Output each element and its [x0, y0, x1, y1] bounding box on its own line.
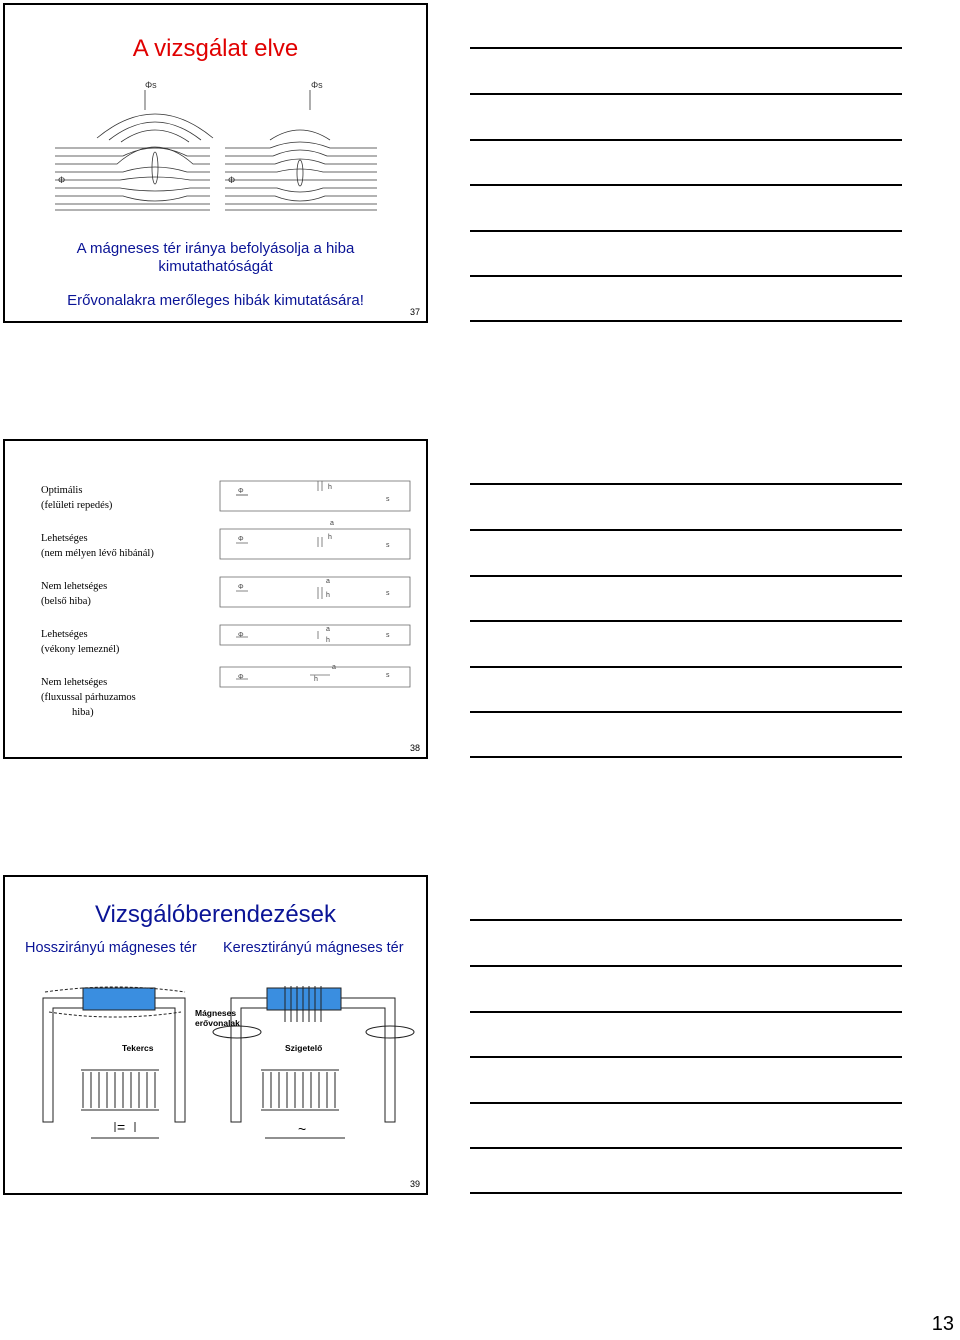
note-line — [470, 483, 902, 485]
slide-39 — [3, 875, 428, 1195]
note-line — [470, 1011, 902, 1013]
slide-38 — [3, 439, 428, 759]
case-detail-2: hiba) — [72, 707, 94, 718]
slide-number: 39 — [409, 1179, 420, 1189]
case-detail: (nem mélyen lévő hibánál) — [41, 548, 154, 559]
case-not-possible-internal — [41, 579, 107, 609]
note-line — [470, 1102, 902, 1104]
case-optimal — [41, 483, 112, 513]
phi-label-right: Φ — [228, 175, 236, 185]
s-label: s — [386, 496, 390, 503]
coil-label: Tekercs — [122, 1043, 154, 1053]
phi-label: Φ — [238, 536, 244, 543]
slide-title: Vizsgálóberendezések — [94, 901, 337, 928]
case-title: Nem lehetséges — [41, 581, 108, 592]
subtitle-transverse: Keresztirányú mágneses tér — [223, 940, 404, 956]
defect-orientation-diagrams — [218, 477, 418, 697]
coil-right — [261, 1070, 339, 1110]
slide-title: A vizsgálat elve — [132, 35, 299, 62]
note-line — [470, 965, 902, 967]
s-label: s — [386, 632, 390, 639]
case-detail: (felületi repedés) — [41, 500, 113, 511]
subsurface-defect-field-lines — [225, 90, 377, 210]
a-label: a — [326, 626, 330, 633]
case-detail: (vékony lemeznél) — [41, 644, 120, 655]
note-line — [470, 93, 902, 95]
phi-label: Φ — [238, 488, 244, 495]
h-label: h — [326, 592, 330, 599]
flux-leakage-figure — [5, 70, 428, 235]
case-possible-thin-plate — [41, 627, 119, 657]
note-line — [470, 711, 902, 713]
subtitle-longitudinal: Hosszirányú mágneses tér — [25, 940, 197, 956]
phi-label: Φ — [238, 674, 244, 681]
caption-line-2: kimutathatóságát — [158, 258, 273, 275]
case-title: Lehetséges — [41, 629, 88, 640]
a-label: a — [332, 664, 336, 671]
h-label: h — [314, 676, 318, 683]
note-line — [470, 529, 902, 531]
surface-crack-field-lines — [55, 90, 213, 210]
note-line — [470, 47, 902, 49]
note-line — [470, 575, 902, 577]
note-line — [470, 184, 902, 186]
s-label: s — [386, 542, 390, 549]
note-line — [470, 320, 902, 322]
note-line — [470, 139, 902, 141]
note-line — [470, 1192, 902, 1194]
note-line — [470, 756, 902, 758]
note-line — [470, 1147, 902, 1149]
case-title: Optimális — [41, 485, 83, 496]
a-label: a — [326, 578, 330, 585]
note-line — [470, 919, 902, 921]
h-label: h — [326, 637, 330, 644]
dc-symbol: = — [117, 1119, 126, 1135]
h-label: h — [328, 484, 332, 491]
note-line — [470, 1056, 902, 1058]
slide-number: 37 — [409, 307, 420, 317]
case-possible-shallow — [41, 531, 154, 561]
coil-left — [81, 1070, 159, 1110]
ac-symbol: ~ — [298, 1121, 307, 1137]
case-detail: (fluxussal párhuzamos — [41, 692, 136, 703]
field-lines-label: Mágneses — [195, 1008, 237, 1018]
note-line — [470, 230, 902, 232]
note-line — [470, 666, 902, 668]
case-title: Nem lehetséges — [41, 677, 108, 688]
slide-37 — [3, 3, 428, 323]
note-line — [470, 275, 902, 277]
page-number: 13 — [931, 1313, 954, 1335]
phi-s-label-left: Φs — [145, 80, 157, 90]
slide-number: 38 — [409, 743, 420, 753]
phi-s-label-right: Φs — [311, 80, 323, 90]
caption-line-1: A mágneses tér iránya befolyásolja a hiba — [76, 240, 355, 257]
testing-equipment-figure — [5, 972, 428, 1162]
case-not-possible-parallel — [41, 675, 136, 720]
case-detail: (belső hiba) — [41, 596, 91, 607]
insulator-label: Szigetelő — [285, 1043, 323, 1053]
note-line — [470, 620, 902, 622]
h-label: h — [328, 534, 332, 541]
s-label: s — [386, 590, 390, 597]
a-label: a — [330, 520, 334, 527]
s-label: s — [386, 672, 390, 679]
field-lines-label-2: erővonalak — [195, 1018, 240, 1028]
caption-field-direction — [5, 240, 426, 276]
phi-label: Φ — [238, 584, 244, 591]
phi-label-left: Φ — [58, 175, 66, 185]
phi-label: Φ — [238, 632, 244, 639]
caption-perpendicular: Erővonalakra merőleges hibák kimutatására! — [67, 292, 364, 309]
case-title: Lehetséges — [41, 533, 88, 544]
